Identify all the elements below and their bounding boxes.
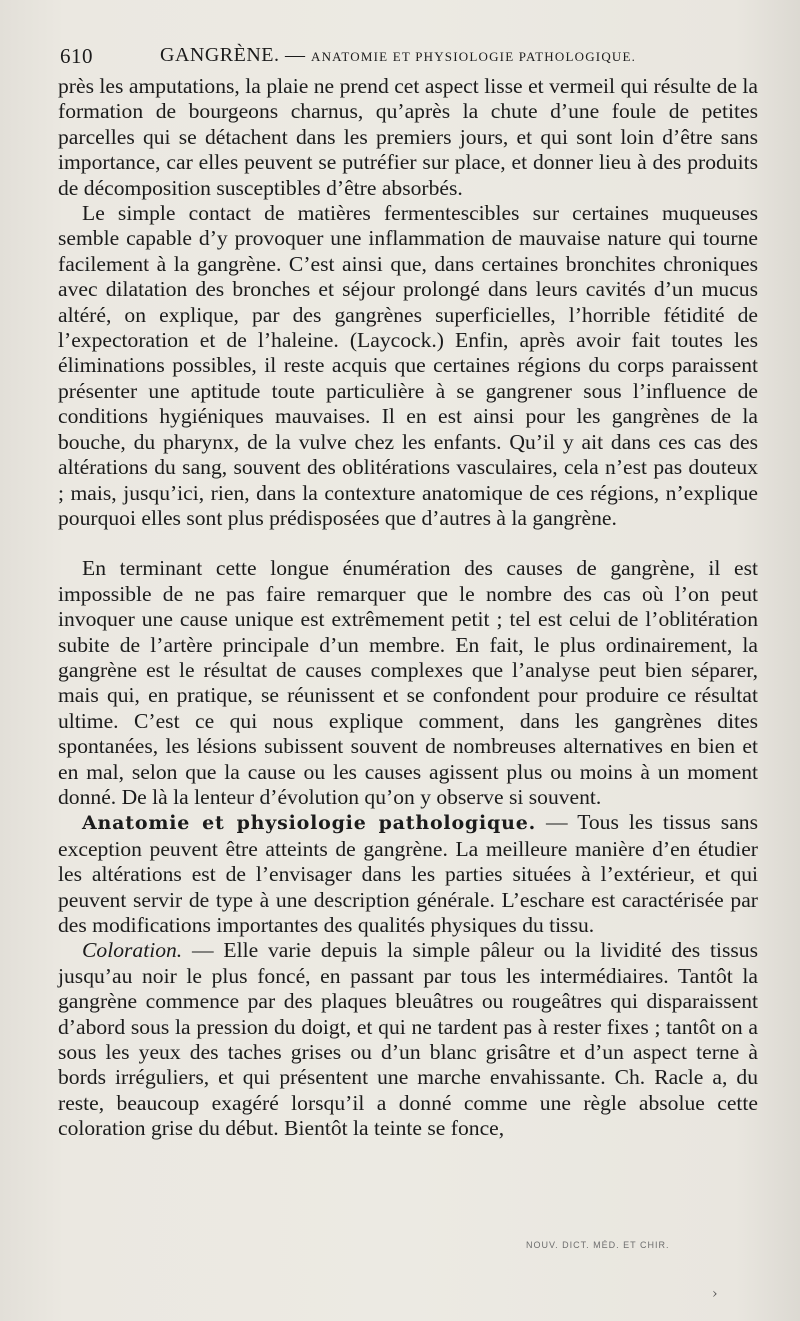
paragraph-5 [58,938,758,1141]
header-dash: — [285,44,306,66]
footer-mark: NOUV. DICT. MÉD. ET CHIR. [526,1240,670,1250]
running-head [160,44,636,67]
section-heading-anatomy: Anatomie et physiologie pathologique. [82,812,537,835]
paragraph-1: près les amputations, la plaie ne prend cet aspect lisse et vermeil qui résulte de la formation de bourgeons charnus, qu’après la chute d’une foule de petites parcelles qui se détachent dans les premiers jours, et qui sont loin d’être sans importance, car elles peuvent se putréfier sur place, et donner lieu à des produits de décomposition susceptibles d’être absorbés. [58,74,758,200]
body-text [58,74,758,1142]
subheading-coloration: Coloration. [82,938,183,963]
paragraph-3: En terminant cette longue énumération des causes de gangrène, il est impossible de ne pas faire remarquer que le nombre des cas où l’on peut invoquer une cause unique est extrêmement petit ; tel est celui de l’oblitération subite de l’artère principale d’un membre. En fait, le plus ordinairement, la gangrène est le résultat de causes complexes que l’analyse peut bien séparer, mais qui, en pratique, se réunissent et se confondent pour produire ce résultat ultime. C’est ce qui nous explique comment, dans les gangrènes dites spontanées, les lésions subissent souvent de nombreuses alternatives en bien et en mal, selon que la cause ou les causes agissent plus ou moins à un moment donné. De là la lenteur d’évolution qu’on y observe si souvent. [58,556,758,809]
page-header [60,44,760,74]
paragraph-4-text: — Tous les tissus sans exception peuvent être atteints de gangrène. La meilleure manière d’en étudier les altérations est de l’envisager dans les parties situées à l’extérieur, et qui peuvent servir de type à une description générale. L’eschare est caractérisée par des modifications importantes des qualités physiques du tissu. [58,810,758,937]
page-number: 610 [60,44,93,68]
paragraph-5-text: — Elle varie depuis la simple pâleur ou la lividité des tissus jusqu’au noir le plus foncé, en passant par tous les intermédiaires. Tantôt la gangrène commence par des plaques bleuâtres ou rougeâtres qui disparaissent d’abord sous la pression du doigt, et qui ne tardent pas à rester fixes ; tantôt on a sous les yeux des taches grises ou d’un blanc grisâtre et d’un aspect terne à bords irréguliers, et qui présentent une marche envahissante. Ch. Racle a, du reste, beaucoup exagéré lorsqu’il a donné comme une règle absolue cette coloration grise du début. Bientôt la teinte se fonce, [58,938,758,1141]
chapter-title: GANGRÈNE. [160,44,280,66]
corner-mark: › [712,1286,718,1302]
paragraph-4 [58,810,758,938]
section-title-header: ANATOMIE ET PHYSIOLOGIE PATHOLOGIQUE. [311,49,637,64]
paragraph-2: Le simple contact de matières fermentescibles sur certaines muqueuses semble capable d’y provoquer une inflammation de mauvaise nature qui tourne facilement à la gangrène. C’est ainsi que, dans certaines bronchites chroniques avec dilatation des bronches et séjour prolongé dans leurs cavités d’un mucus altéré, on explique, par des gangrènes superficielles, l’horrible fétidité de l’expectoration et de l’haleine. (Laycock.) Enfin, après avoir fait toutes les éliminations possibles, il reste acquis que certaines régions du corps paraissent présenter une aptitude toute particulière à se gangrener sous l’influence de conditions hygiéniques mauvaises. Il en est ainsi pour les gangrènes de la bouche, du pharynx, de la vulve chez les enfants. Qu’il y ait dans ces cas des altérations du sang, souvent des oblitérations vasculaires, cela n’est pas douteux ; mais, jusqu’ici, rien, dans la contexture anatomique de ces régions, n’explique pourquoi elles sont plus prédisposées que d’autres à la gangrène. [58,201,758,530]
